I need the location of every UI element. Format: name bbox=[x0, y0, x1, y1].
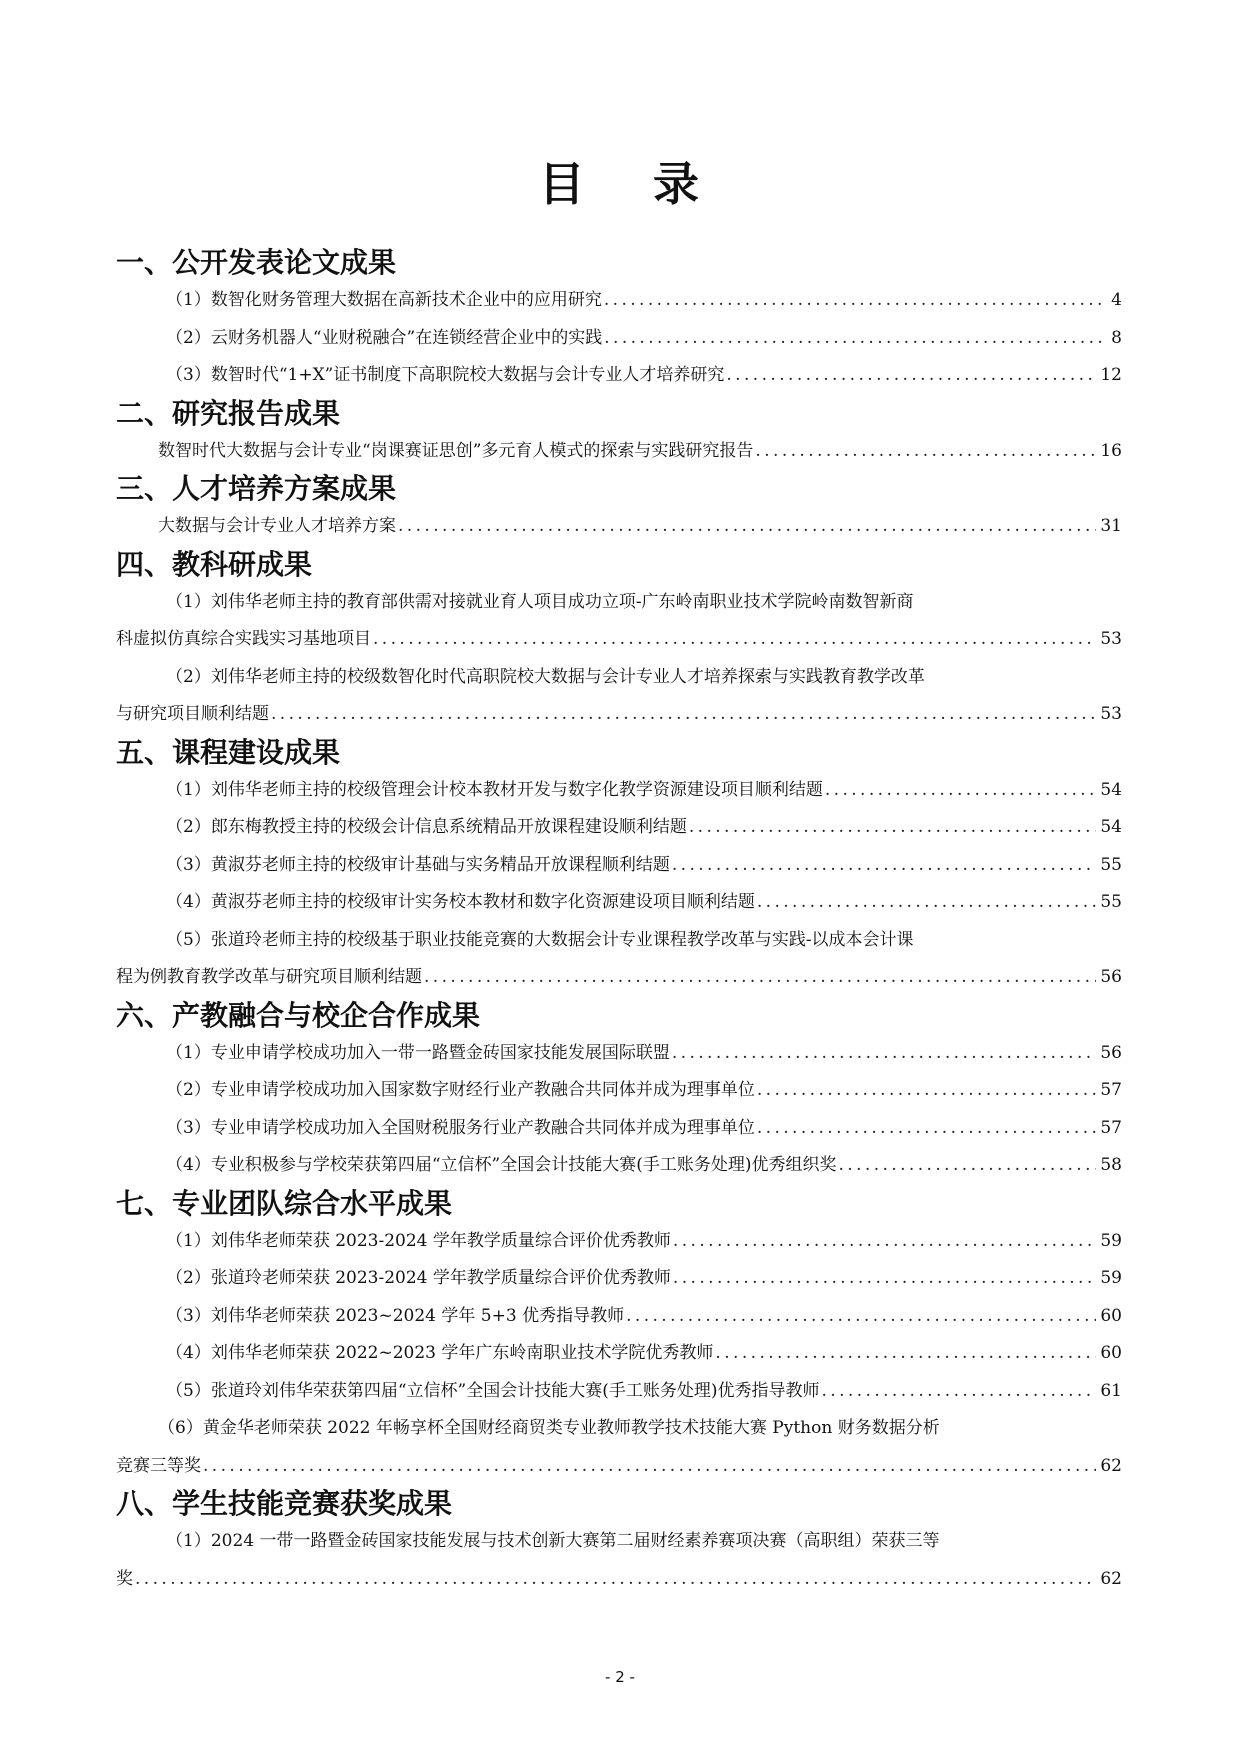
leader-dots bbox=[673, 1223, 1096, 1261]
toc-entry[interactable] bbox=[116, 847, 1122, 885]
page-number: 53 bbox=[1100, 629, 1122, 649]
page-number: 8 bbox=[1111, 327, 1122, 348]
page-number: 12 bbox=[1100, 365, 1122, 385]
toc-entry[interactable] bbox=[116, 1147, 1122, 1185]
page-number: 4 bbox=[1111, 290, 1122, 310]
leader-dots bbox=[755, 433, 1096, 471]
toc-entry[interactable] bbox=[116, 1373, 1122, 1411]
leader-dots bbox=[757, 884, 1097, 922]
toc-entry-text: （2）专业申请学校成功加入国家数字财经行业产教融合共同体并成为理事单位 bbox=[166, 1080, 755, 1100]
leader-dots bbox=[373, 621, 1096, 659]
leader-dots bbox=[757, 1110, 1097, 1148]
toc-entry-text: 科虚拟仿真综合实践实习基地项目 bbox=[116, 629, 371, 649]
toc-entry-text: （3）黄淑芬老师主持的校级审计基础与实务精品开放课程顺利结题 bbox=[166, 854, 670, 875]
leader-dots bbox=[135, 1561, 1096, 1599]
toc-entry-text-line1: （6）黄金华老师荣获 2022 年畅享杯全国财经商贸类专业教师教学技术技能大赛 Python 财务数据分析 bbox=[158, 1418, 940, 1438]
title-char-2: 录 bbox=[653, 157, 702, 211]
toc-entry-text: （1）刘伟华老师主持的校级管理会计校本教材开发与数字化教学资源建设项目顺利结题 bbox=[166, 779, 823, 800]
toc-entry[interactable] bbox=[116, 1260, 1122, 1298]
leader-dots bbox=[271, 696, 1096, 734]
page-number: 56 bbox=[1100, 1042, 1122, 1063]
toc-entry[interactable] bbox=[116, 508, 1122, 546]
section-heading: 八、学生技能竞赛获奖成果 bbox=[116, 1487, 453, 1520]
page-number: 60 bbox=[1100, 1305, 1122, 1326]
page-number: 56 bbox=[1100, 967, 1122, 987]
toc-entry[interactable] bbox=[116, 320, 1122, 358]
page-number: 62 bbox=[1100, 1455, 1122, 1476]
toc-entry-text-line1: （1）2024 一带一路暨金砖国家技能发展与技术创新大赛第二届财经素养赛项决赛（高职组）荣获三等 bbox=[166, 1531, 940, 1551]
toc-entry-text: 竞赛三等奖 bbox=[116, 1455, 201, 1476]
section-heading: 七、专业团队综合水平成果 bbox=[116, 1186, 453, 1220]
leader-dots bbox=[825, 772, 1097, 810]
page-number: 54 bbox=[1100, 817, 1122, 837]
toc-entry[interactable] bbox=[116, 1035, 1122, 1073]
toc-entry-text: （5）张道玲刘伟华荣获第四届“立信杯”全国会计技能大赛(手工账务处理)优秀指导教师 bbox=[166, 1380, 820, 1401]
toc-entry-text: （2）郎东梅教授主持的校级会计信息系统精品开放课程建设顺利结题 bbox=[166, 817, 687, 837]
toc-entry[interactable] bbox=[116, 1298, 1122, 1336]
toc-entry-text: （3）专业申请学校成功加入全国财税服务行业产教融合共同体并成为理事单位 bbox=[166, 1117, 755, 1138]
toc-entry-text: 大数据与会计专业人才培养方案 bbox=[158, 516, 396, 536]
page-number: 53 bbox=[1100, 704, 1122, 724]
section-heading: 一、公开发表论文成果 bbox=[116, 246, 397, 279]
page-title bbox=[0, 152, 1240, 216]
toc-entry[interactable] bbox=[116, 659, 1122, 734]
toc-entry[interactable] bbox=[116, 1410, 1122, 1485]
toc-entry[interactable] bbox=[116, 1523, 1122, 1598]
leader-dots bbox=[424, 959, 1096, 997]
toc-entry-text: （1）刘伟华老师荣获 2023-2024 学年教学质量综合评价优秀教师 bbox=[166, 1230, 671, 1251]
page-number: 62 bbox=[1100, 1568, 1122, 1589]
toc-entry[interactable] bbox=[116, 1335, 1122, 1373]
section-heading: 三、人才培养方案成果 bbox=[116, 472, 397, 505]
page-number: 16 bbox=[1100, 440, 1122, 461]
leader-dots bbox=[672, 847, 1097, 885]
toc-entry[interactable] bbox=[116, 282, 1122, 320]
toc-entry[interactable] bbox=[116, 1223, 1122, 1261]
leader-dots bbox=[398, 508, 1096, 546]
toc-entry-text: （4）专业积极参与学校荣获第四届“立信杯”全国会计技能大赛(手工账务处理)优秀组织奖 bbox=[166, 1155, 837, 1175]
leader-dots bbox=[604, 282, 1107, 320]
toc-entry[interactable] bbox=[116, 584, 1122, 659]
leader-dots bbox=[672, 1035, 1097, 1073]
toc-entry[interactable] bbox=[116, 1072, 1122, 1110]
leader-dots bbox=[689, 809, 1097, 847]
toc-entry-text: （2）张道玲老师荣获 2023-2024 学年教学质量综合评价优秀教师 bbox=[166, 1268, 671, 1288]
toc-entry-text-line1: （1）刘伟华老师主持的教育部供需对接就业育人项目成功立项-广东岭南职业技术学院岭南数智新商 bbox=[166, 591, 914, 612]
toc-entry-text: 奖 bbox=[116, 1568, 133, 1589]
section-heading: 二、研究报告成果 bbox=[116, 396, 341, 430]
leader-dots bbox=[715, 1335, 1096, 1373]
toc-entry-text-line1: （2）刘伟华老师主持的校级数智化时代高职院校大数据与会计专业人才培养探索与实践教育教学改革 bbox=[166, 666, 925, 687]
page-number: 59 bbox=[1100, 1230, 1122, 1251]
leader-dots bbox=[203, 1448, 1096, 1486]
page-number: 54 bbox=[1100, 779, 1122, 800]
toc-entry-text-line1: （5）张道玲老师主持的校级基于职业技能竞赛的大数据会计专业课程教学改革与实践-以成本会计课 bbox=[166, 929, 914, 950]
toc-entry-text: 程为例教育教学改革与研究项目顺利结题 bbox=[116, 967, 422, 987]
leader-dots bbox=[726, 357, 1096, 395]
leader-dots bbox=[604, 320, 1107, 358]
section-heading: 六、产教融合与校企合作成果 bbox=[116, 998, 481, 1032]
toc-entry-text: 与研究项目顺利结题 bbox=[116, 704, 269, 724]
leader-dots bbox=[757, 1072, 1097, 1110]
title-char-1: 目 bbox=[538, 157, 587, 211]
section-heading: 四、教科研成果 bbox=[116, 547, 313, 581]
section-heading: 五、课程建设成果 bbox=[116, 735, 341, 769]
toc-entry-text: （4）黄淑芬老师主持的校级审计实务校本教材和数字化资源建设项目顺利结题 bbox=[166, 892, 755, 912]
toc-entry[interactable] bbox=[116, 1110, 1122, 1148]
toc-entry[interactable] bbox=[116, 357, 1122, 395]
page-number: 57 bbox=[1100, 1080, 1122, 1100]
toc-entry-text: （1）数智化财务管理大数据在高新技术企业中的应用研究 bbox=[166, 290, 602, 310]
toc-entry[interactable] bbox=[116, 772, 1122, 810]
toc-entry[interactable] bbox=[116, 809, 1122, 847]
page-number: 57 bbox=[1100, 1117, 1122, 1138]
table-of-contents bbox=[116, 244, 1122, 1598]
leader-dots bbox=[838, 1147, 1096, 1185]
page-number: 31 bbox=[1100, 516, 1122, 536]
toc-entry[interactable] bbox=[116, 884, 1122, 922]
leader-dots bbox=[626, 1298, 1096, 1336]
leader-dots bbox=[821, 1373, 1096, 1411]
toc-entry-text: （3）数智时代“1+X”证书制度下高职院校大数据与会计专业人才培养研究 bbox=[166, 365, 725, 385]
page-number: 61 bbox=[1100, 1380, 1122, 1401]
leader-dots bbox=[673, 1260, 1096, 1298]
toc-entry[interactable] bbox=[116, 433, 1122, 471]
toc-entry-text: （4）刘伟华老师荣获 2022~2023 学年广东岭南职业技术学院优秀教师 bbox=[166, 1343, 714, 1363]
page-number: 55 bbox=[1100, 892, 1122, 912]
toc-entry-text: （1）专业申请学校成功加入一带一路暨金砖国家技能发展国际联盟 bbox=[166, 1042, 670, 1063]
page-number: 55 bbox=[1100, 854, 1122, 875]
page-number: 60 bbox=[1100, 1343, 1122, 1363]
toc-entry-text: （2）云财务机器人“业财税融合”在连锁经营企业中的实践 bbox=[166, 327, 603, 348]
toc-entry[interactable] bbox=[116, 922, 1122, 997]
toc-entry-text: 数智时代大数据与会计专业“岗课赛证思创”多元育人模式的探索与实践研究报告 bbox=[158, 440, 754, 461]
toc-entry-text: （3）刘伟华老师荣获 2023~2024 学年 5+3 优秀指导教师 bbox=[166, 1305, 625, 1326]
page-number: 59 bbox=[1100, 1268, 1122, 1288]
page-number: 58 bbox=[1100, 1155, 1122, 1175]
page-footer-number: - 2 - bbox=[605, 1668, 635, 1686]
